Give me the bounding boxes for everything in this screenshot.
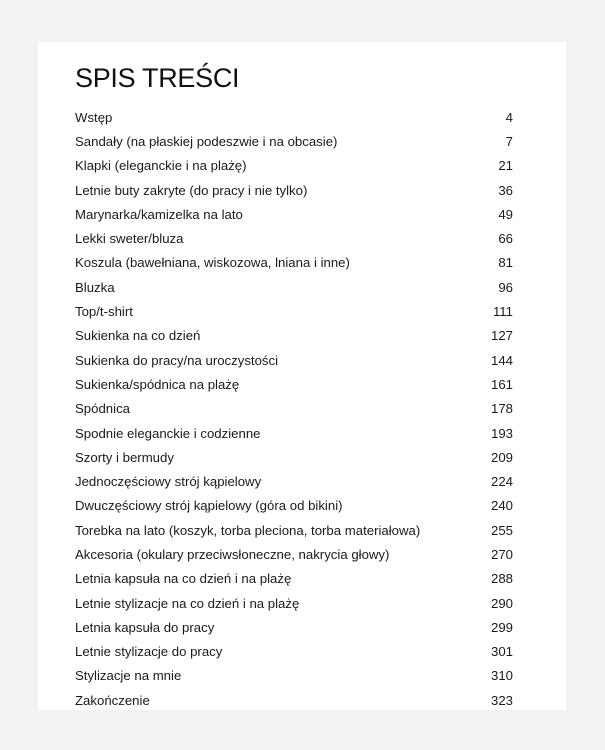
- toc-entry-label: Sukienka/spódnica na plażę: [75, 376, 240, 392]
- toc-entry-label: Sukienka do pracy/na uroczystości: [75, 352, 279, 368]
- toc-entry-page-number: 111: [492, 304, 513, 320]
- toc-entry-page-number: 255: [490, 522, 513, 538]
- toc-entry-page-number: 66: [498, 231, 513, 247]
- toc-entry: [75, 397, 513, 421]
- toc-entry-label: Letnia kapsuła na co dzień i na plażę: [75, 571, 292, 587]
- toc-entry-page-number: 81: [498, 255, 513, 271]
- toc-entry: [75, 469, 513, 493]
- toc-entry-label: Jednoczęściowy strój kąpielowy: [75, 474, 262, 490]
- toc-entry-page-number: 240: [490, 498, 513, 514]
- toc-entry-page-number: 310: [490, 668, 513, 684]
- toc-entry-page-number: 299: [490, 619, 513, 635]
- toc-entry: [75, 445, 513, 469]
- toc-entry-label: Akcesoria (okulary przeciwsłoneczne, nakrycia głowy): [75, 546, 390, 562]
- toc-entry-label: Spódnica: [75, 401, 130, 417]
- document-page: [38, 42, 566, 710]
- toc-entry: [75, 348, 513, 372]
- toc-entry: [75, 324, 513, 348]
- toc-entry-label: Stylizacje na mnie: [75, 668, 182, 684]
- toc-entry-page-number: 96: [498, 279, 513, 295]
- toc-entry-page-number: 49: [498, 206, 513, 222]
- toc-entry-page-number: 161: [490, 376, 513, 392]
- toc-entry: [75, 105, 513, 129]
- toc-entry: [75, 154, 513, 178]
- toc-entry-label: Sukienka na co dzień: [75, 328, 201, 344]
- toc-entry-label: Letnia kapsuła do pracy: [75, 619, 215, 635]
- toc-entry: [75, 202, 513, 226]
- toc-entry-label: Koszula (bawełniana, wiskozowa, lniana i inne): [75, 255, 350, 271]
- toc-entry: [75, 421, 513, 445]
- toc-entry-label: Dwuczęściowy strój kąpielowy (góra od bikini): [75, 498, 343, 514]
- toc-entry-page-number: 178: [490, 401, 513, 417]
- toc-entry: [75, 299, 513, 323]
- toc-entry-page-number: 144: [490, 352, 513, 368]
- toc-entry-label: Lekki sweter/bluza: [75, 231, 184, 247]
- toc-entry-label: Letnie stylizacje na co dzień i na plażę: [75, 595, 300, 611]
- toc-entry: [75, 129, 513, 153]
- toc-entry: [75, 591, 513, 615]
- toc-entry-page-number: 224: [490, 474, 513, 490]
- toc-entry: [75, 275, 513, 299]
- toc-entry-page-number: 288: [490, 571, 513, 587]
- toc-entry-label: Marynarka/kamizelka na lato: [75, 206, 243, 222]
- toc-entry: [75, 688, 513, 712]
- toc-entry-page-number: 209: [490, 449, 513, 465]
- toc-entry-page-number: 301: [490, 644, 513, 660]
- toc-entry: [75, 178, 513, 202]
- toc-entry: [75, 494, 513, 518]
- toc-entry: [75, 664, 513, 688]
- toc-entry-label: Top/t-shirt: [75, 304, 133, 320]
- toc-entry-label: Spodnie eleganckie i codzienne: [75, 425, 261, 441]
- table-of-contents: [75, 105, 513, 712]
- toc-entry-page-number: 7: [505, 133, 513, 149]
- toc-entry-page-number: 127: [490, 328, 513, 344]
- toc-entry-page-number: 4: [505, 109, 513, 125]
- toc-entry-page-number: 21: [498, 158, 513, 174]
- toc-entry: [75, 567, 513, 591]
- toc-entry-label: Wstęp: [75, 109, 113, 125]
- toc-entry-label: Szorty i bermudy: [75, 449, 174, 465]
- toc-entry: [75, 226, 513, 250]
- toc-entry: [75, 251, 513, 275]
- toc-entry-label: Torebka na lato (koszyk, torba pleciona, torba materiałowa): [75, 522, 421, 538]
- toc-entry: [75, 542, 513, 566]
- toc-title: SPIS TREŚCI: [75, 63, 240, 93]
- toc-entry-label: Zakończenie: [75, 692, 150, 708]
- toc-entry-label: Sandały (na płaskiej podeszwie i na obcasie): [75, 133, 338, 149]
- toc-entry: [75, 640, 513, 664]
- toc-entry-page-number: 290: [490, 595, 513, 611]
- toc-entry-label: Klapki (eleganckie i na plażę): [75, 158, 247, 174]
- toc-entry-page-number: 323: [490, 692, 513, 708]
- toc-entry-page-number: 193: [490, 425, 513, 441]
- toc-entry: [75, 372, 513, 396]
- toc-entry-page-number: 270: [490, 546, 513, 562]
- toc-entry-label: Bluzka: [75, 279, 115, 295]
- toc-entry-page-number: 36: [498, 182, 513, 198]
- toc-entry: [75, 518, 513, 542]
- toc-entry-label: Letnie buty zakryte (do pracy i nie tylko): [75, 182, 308, 198]
- toc-entry-label: Letnie stylizacje do pracy: [75, 644, 223, 660]
- toc-entry: [75, 615, 513, 639]
